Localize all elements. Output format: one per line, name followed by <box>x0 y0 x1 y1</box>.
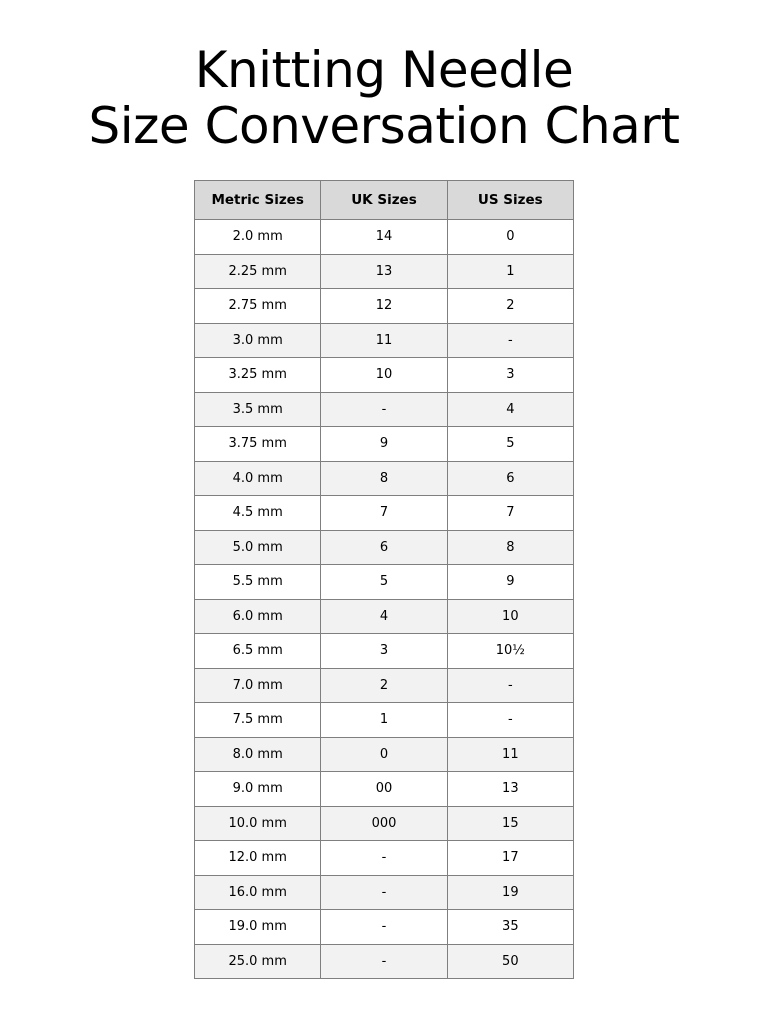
uk-size-cell: 7 <box>321 496 447 531</box>
table-row <box>195 703 574 738</box>
us-size-cell: 11 <box>447 737 573 772</box>
uk-size-cell: 9 <box>321 427 447 462</box>
uk-size-cell: 5 <box>321 565 447 600</box>
uk-size-cell: - <box>321 841 447 876</box>
us-size-cell: 6 <box>447 461 573 496</box>
us-size-cell: 50 <box>447 944 573 979</box>
us-size-cell: 0 <box>447 220 573 255</box>
uk-size-cell: - <box>321 392 447 427</box>
us-size-cell: 15 <box>447 806 573 841</box>
us-size-cell: - <box>447 703 573 738</box>
us-size-cell: 1 <box>447 254 573 289</box>
header-uk-sizes: UK Sizes <box>321 181 447 220</box>
metric-size-cell: 3.25 mm <box>195 358 321 393</box>
uk-size-cell: 12 <box>321 289 447 324</box>
uk-size-cell: 4 <box>321 599 447 634</box>
header-us-sizes: US Sizes <box>447 181 573 220</box>
uk-size-cell: 0 <box>321 737 447 772</box>
table-row <box>195 392 574 427</box>
table-row <box>195 599 574 634</box>
metric-size-cell: 12.0 mm <box>195 841 321 876</box>
table-row <box>195 220 574 255</box>
us-size-cell: 7 <box>447 496 573 531</box>
table-row <box>195 875 574 910</box>
table-row <box>195 530 574 565</box>
table-row <box>195 737 574 772</box>
title-line-1: Knitting Needle <box>194 41 574 99</box>
size-conversion-table-container <box>194 180 574 979</box>
uk-size-cell: - <box>321 944 447 979</box>
page-title <box>0 42 768 154</box>
uk-size-cell: 14 <box>321 220 447 255</box>
metric-size-cell: 25.0 mm <box>195 944 321 979</box>
size-conversion-table <box>194 180 574 979</box>
metric-size-cell: 4.5 mm <box>195 496 321 531</box>
table-row <box>195 668 574 703</box>
us-size-cell: 10 <box>447 599 573 634</box>
metric-size-cell: 7.5 mm <box>195 703 321 738</box>
us-size-cell: - <box>447 323 573 358</box>
metric-size-cell: 2.25 mm <box>195 254 321 289</box>
metric-size-cell: 10.0 mm <box>195 806 321 841</box>
title-line-2: Size Conversation Chart <box>88 97 680 155</box>
metric-size-cell: 19.0 mm <box>195 910 321 945</box>
us-size-cell: 4 <box>447 392 573 427</box>
table-header-row <box>195 181 574 220</box>
table-row <box>195 289 574 324</box>
us-size-cell: 13 <box>447 772 573 807</box>
uk-size-cell: 8 <box>321 461 447 496</box>
metric-size-cell: 7.0 mm <box>195 668 321 703</box>
us-size-cell: 17 <box>447 841 573 876</box>
table-row <box>195 841 574 876</box>
metric-size-cell: 5.5 mm <box>195 565 321 600</box>
table-row <box>195 496 574 531</box>
uk-size-cell: 13 <box>321 254 447 289</box>
uk-size-cell: 2 <box>321 668 447 703</box>
metric-size-cell: 2.75 mm <box>195 289 321 324</box>
uk-size-cell: 3 <box>321 634 447 669</box>
uk-size-cell: 6 <box>321 530 447 565</box>
metric-size-cell: 9.0 mm <box>195 772 321 807</box>
table-row <box>195 427 574 462</box>
table-body <box>195 220 574 979</box>
us-size-cell: 9 <box>447 565 573 600</box>
uk-size-cell: - <box>321 875 447 910</box>
metric-size-cell: 6.5 mm <box>195 634 321 669</box>
uk-size-cell: 000 <box>321 806 447 841</box>
metric-size-cell: 4.0 mm <box>195 461 321 496</box>
uk-size-cell: 10 <box>321 358 447 393</box>
us-size-cell: 5 <box>447 427 573 462</box>
us-size-cell: 2 <box>447 289 573 324</box>
metric-size-cell: 5.0 mm <box>195 530 321 565</box>
us-size-cell: 35 <box>447 910 573 945</box>
metric-size-cell: 8.0 mm <box>195 737 321 772</box>
table-row <box>195 461 574 496</box>
us-size-cell: - <box>447 668 573 703</box>
us-size-cell: 10½ <box>447 634 573 669</box>
table-row <box>195 358 574 393</box>
table-row <box>195 944 574 979</box>
us-size-cell: 3 <box>447 358 573 393</box>
metric-size-cell: 3.75 mm <box>195 427 321 462</box>
us-size-cell: 8 <box>447 530 573 565</box>
uk-size-cell: 11 <box>321 323 447 358</box>
table-row <box>195 323 574 358</box>
uk-size-cell: - <box>321 910 447 945</box>
table-row <box>195 910 574 945</box>
metric-size-cell: 6.0 mm <box>195 599 321 634</box>
metric-size-cell: 16.0 mm <box>195 875 321 910</box>
table-row <box>195 772 574 807</box>
uk-size-cell: 1 <box>321 703 447 738</box>
metric-size-cell: 3.5 mm <box>195 392 321 427</box>
metric-size-cell: 3.0 mm <box>195 323 321 358</box>
table-row <box>195 254 574 289</box>
table-row <box>195 806 574 841</box>
us-size-cell: 19 <box>447 875 573 910</box>
metric-size-cell: 2.0 mm <box>195 220 321 255</box>
uk-size-cell: 00 <box>321 772 447 807</box>
header-metric-sizes: Metric Sizes <box>195 181 321 220</box>
table-row <box>195 565 574 600</box>
table-row <box>195 634 574 669</box>
